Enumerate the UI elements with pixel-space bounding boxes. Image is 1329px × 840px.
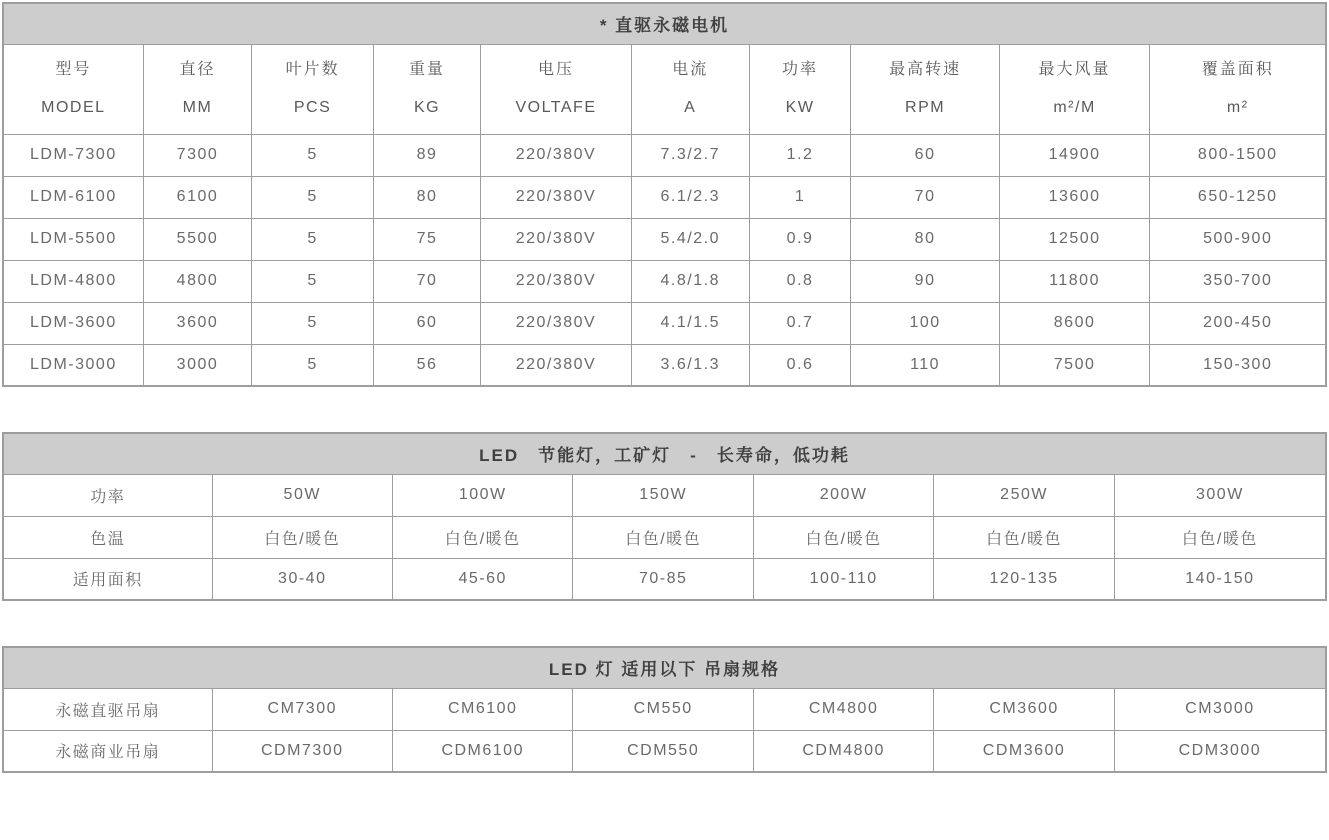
fan-row <box>3 730 1326 772</box>
led-spec-table <box>2 432 1327 601</box>
fan-title-row <box>3 647 1326 688</box>
motor-column-header <box>999 44 1150 134</box>
value-cell: CDM550 <box>573 730 753 772</box>
column-header-en: m² <box>1226 99 1249 116</box>
value-cell: 0.6 <box>749 344 851 386</box>
fan-row <box>3 688 1326 730</box>
value-cell: CDM4800 <box>753 730 933 772</box>
column-header-en: KG <box>413 99 441 116</box>
model-cell: LDM-3600 <box>3 302 143 344</box>
value-cell: 60 <box>373 302 480 344</box>
column-header-en: RPM <box>905 99 946 116</box>
value-cell: 75 <box>373 218 480 260</box>
motor-row <box>3 344 1326 386</box>
value-cell: 1 <box>749 176 851 218</box>
value-cell: 5 <box>252 134 374 176</box>
value-cell: 60 <box>851 134 999 176</box>
value-cell: 250W <box>934 474 1114 516</box>
value-cell: 120-135 <box>934 558 1114 600</box>
value-cell: 14900 <box>999 134 1150 176</box>
motor-column-header <box>3 44 143 134</box>
value-cell: 90 <box>851 260 999 302</box>
value-cell: 11800 <box>999 260 1150 302</box>
led-title-row <box>3 433 1326 474</box>
value-cell: 70-85 <box>573 558 753 600</box>
value-cell: 1.2 <box>749 134 851 176</box>
value-cell: 220/380V <box>481 260 632 302</box>
value-cell: 3000 <box>143 344 251 386</box>
value-cell: CM3600 <box>934 688 1114 730</box>
motor-column-header <box>252 44 374 134</box>
value-cell: CM3000 <box>1114 688 1326 730</box>
column-header-zh: 电压 <box>537 61 574 78</box>
value-cell: CDM3000 <box>1114 730 1326 772</box>
fan-table-title: LED 灯 适用以下 吊扇规格 <box>3 647 1326 688</box>
column-header-en: m²/M <box>1053 99 1096 116</box>
column-header-en: KW <box>785 99 815 116</box>
column-header-zh: 最高转速 <box>889 61 962 78</box>
fan-compatibility-table <box>2 646 1327 773</box>
value-cell: 7.3/2.7 <box>631 134 749 176</box>
value-cell: 300W <box>1114 474 1326 516</box>
column-header-en: PCS <box>293 99 332 116</box>
value-cell: 8600 <box>999 302 1150 344</box>
led-row <box>3 558 1326 600</box>
value-cell: 白色/暖色 <box>934 516 1114 558</box>
value-cell: 白色/暖色 <box>573 516 753 558</box>
value-cell: 4800 <box>143 260 251 302</box>
motor-column-header-row <box>3 44 1326 134</box>
row-label: 色温 <box>3 516 212 558</box>
led-row <box>3 474 1326 516</box>
value-cell: 80 <box>851 218 999 260</box>
value-cell: 5 <box>252 176 374 218</box>
value-cell: 白色/暖色 <box>753 516 933 558</box>
value-cell: 140-150 <box>1114 558 1326 600</box>
column-header-zh: 覆盖面积 <box>1201 61 1274 78</box>
value-cell: 13600 <box>999 176 1150 218</box>
value-cell: 0.7 <box>749 302 851 344</box>
column-header-en: MM <box>182 99 213 116</box>
value-cell: 7500 <box>999 344 1150 386</box>
value-cell: 白色/暖色 <box>392 516 572 558</box>
value-cell: 5 <box>252 344 374 386</box>
value-cell: CDM6100 <box>392 730 572 772</box>
motor-spec-table <box>2 2 1327 387</box>
value-cell: 5 <box>252 260 374 302</box>
value-cell: 220/380V <box>481 344 632 386</box>
value-cell: CM7300 <box>212 688 392 730</box>
value-cell: 150W <box>573 474 753 516</box>
value-cell: 70 <box>851 176 999 218</box>
motor-column-header <box>631 44 749 134</box>
row-label: 功率 <box>3 474 212 516</box>
value-cell: 45-60 <box>392 558 572 600</box>
value-cell: 89 <box>373 134 480 176</box>
model-cell: LDM-6100 <box>3 176 143 218</box>
value-cell: 4.8/1.8 <box>631 260 749 302</box>
model-cell: LDM-7300 <box>3 134 143 176</box>
value-cell: 6100 <box>143 176 251 218</box>
value-cell: CM550 <box>573 688 753 730</box>
value-cell: 30-40 <box>212 558 392 600</box>
motor-column-header <box>373 44 480 134</box>
value-cell: 12500 <box>999 218 1150 260</box>
column-header-zh: 直径 <box>179 61 216 78</box>
motor-table-title: * 直驱永磁电机 <box>3 3 1326 44</box>
value-cell: 3600 <box>143 302 251 344</box>
motor-row <box>3 134 1326 176</box>
motor-title-row <box>3 3 1326 44</box>
column-header-zh: 电流 <box>672 61 709 78</box>
column-header-en: VOLTAFE <box>515 99 597 116</box>
motor-column-header <box>143 44 251 134</box>
led-table-title: LED 节能灯，工矿灯 - 长寿命，低功耗 <box>3 433 1326 474</box>
column-header-zh: 型号 <box>55 61 92 78</box>
motor-row <box>3 218 1326 260</box>
value-cell: 6.1/2.3 <box>631 176 749 218</box>
motor-column-header <box>481 44 632 134</box>
value-cell: 56 <box>373 344 480 386</box>
value-cell: 200-450 <box>1150 302 1326 344</box>
value-cell: 白色/暖色 <box>212 516 392 558</box>
column-header-zh: 功率 <box>782 61 819 78</box>
value-cell: 80 <box>373 176 480 218</box>
motor-row <box>3 260 1326 302</box>
value-cell: CM4800 <box>753 688 933 730</box>
value-cell: 50W <box>212 474 392 516</box>
value-cell: 220/380V <box>481 218 632 260</box>
value-cell: 220/380V <box>481 176 632 218</box>
value-cell: 500-900 <box>1150 218 1326 260</box>
value-cell: 150-300 <box>1150 344 1326 386</box>
motor-row <box>3 176 1326 218</box>
value-cell: 4.1/1.5 <box>631 302 749 344</box>
value-cell: CM6100 <box>392 688 572 730</box>
value-cell: 0.9 <box>749 218 851 260</box>
value-cell: 800-1500 <box>1150 134 1326 176</box>
value-cell: 0.8 <box>749 260 851 302</box>
value-cell: 220/380V <box>481 134 632 176</box>
column-header-zh: 重量 <box>408 61 445 78</box>
value-cell: 7300 <box>143 134 251 176</box>
value-cell: 3.6/1.3 <box>631 344 749 386</box>
row-label: 永磁直驱吊扇 <box>3 688 212 730</box>
value-cell: 650-1250 <box>1150 176 1326 218</box>
motor-column-header <box>749 44 851 134</box>
value-cell: 100W <box>392 474 572 516</box>
value-cell: 110 <box>851 344 999 386</box>
value-cell: 5 <box>252 302 374 344</box>
led-row <box>3 516 1326 558</box>
value-cell: 5 <box>252 218 374 260</box>
value-cell: 白色/暖色 <box>1114 516 1326 558</box>
value-cell: 100-110 <box>753 558 933 600</box>
column-header-en: A <box>684 99 697 116</box>
value-cell: 350-700 <box>1150 260 1326 302</box>
column-header-zh: 叶片数 <box>285 61 340 78</box>
value-cell: 100 <box>851 302 999 344</box>
value-cell: CDM3600 <box>934 730 1114 772</box>
value-cell: 5.4/2.0 <box>631 218 749 260</box>
column-header-zh: 最大风量 <box>1038 61 1111 78</box>
model-cell: LDM-3000 <box>3 344 143 386</box>
motor-column-header <box>851 44 999 134</box>
value-cell: CDM7300 <box>212 730 392 772</box>
motor-column-header <box>1150 44 1326 134</box>
row-label: 适用面积 <box>3 558 212 600</box>
model-cell: LDM-5500 <box>3 218 143 260</box>
column-header-en: MODEL <box>41 99 106 116</box>
value-cell: 70 <box>373 260 480 302</box>
motor-row <box>3 302 1326 344</box>
row-label: 永磁商业吊扇 <box>3 730 212 772</box>
value-cell: 5500 <box>143 218 251 260</box>
value-cell: 200W <box>753 474 933 516</box>
value-cell: 220/380V <box>481 302 632 344</box>
model-cell: LDM-4800 <box>3 260 143 302</box>
